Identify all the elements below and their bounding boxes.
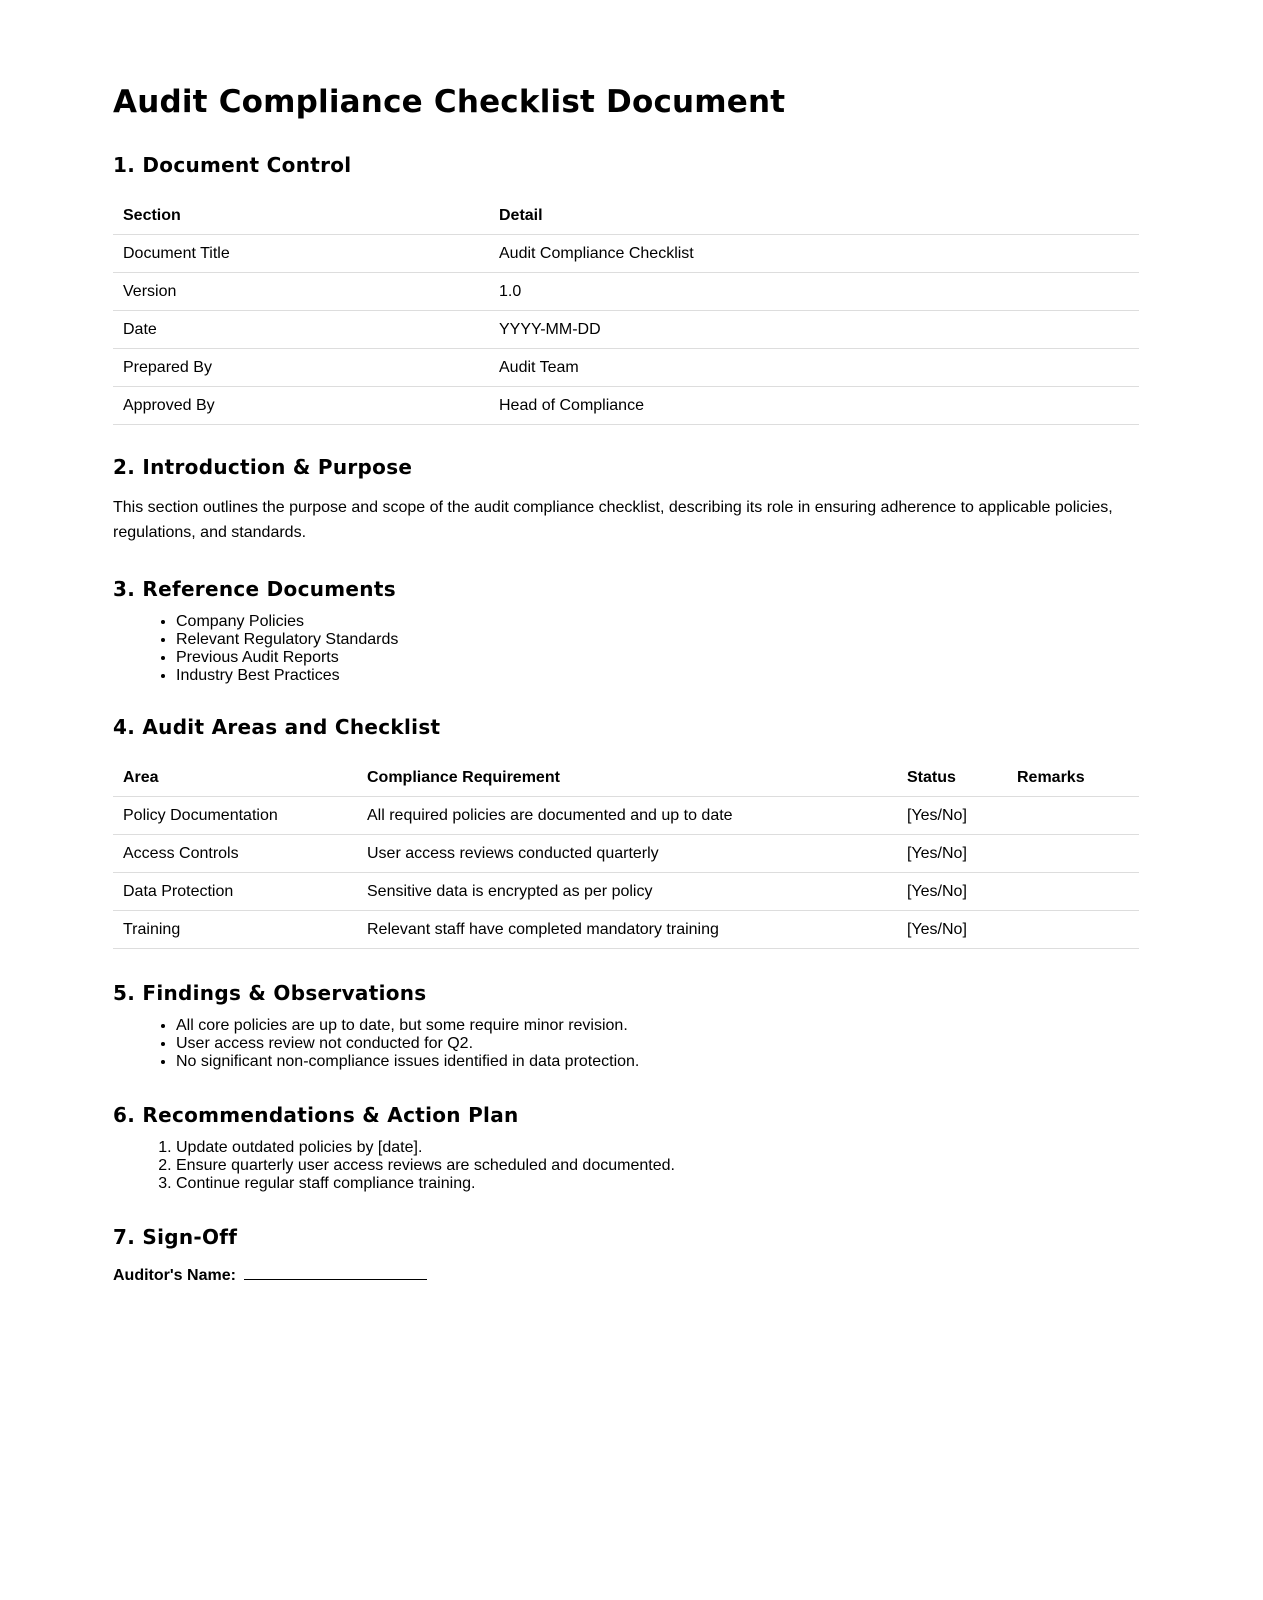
table-row [113,349,1139,387]
section-heading-introduction: 2. Introduction & Purpose [113,455,413,479]
table-cell: Access Controls [113,835,357,873]
column-header-detail: Detail [489,197,1139,235]
table-cell: Policy Documentation [113,797,357,835]
table-cell: Approved By [113,387,489,425]
table-cell: 1.0 [489,273,1139,311]
table-cell: Relevant staff have completed mandatory training [357,911,897,949]
column-header-remarks: Remarks [1007,759,1139,797]
section-heading-audit-areas: 4. Audit Areas and Checklist [113,715,441,739]
table-cell: All required policies are documented and up to date [357,797,897,835]
table-cell: Version [113,273,489,311]
list-item: • All core policies are up to date, but some require minor revision. [176,1017,1139,1035]
findings-list [113,1017,1139,1071]
table-cell: Audit Team [489,349,1139,387]
remarks-cell [1007,873,1139,911]
status-cell: [Yes/No] [897,797,1007,835]
table-row [113,911,1139,949]
status-cell: [Yes/No] [897,835,1007,873]
list-item: • Relevant Regulatory Standards [176,631,1139,649]
list-item: • Industry Best Practices [176,667,1139,685]
list-item: • Company Policies [176,613,1139,631]
table-cell: User access reviews conducted quarterly [357,835,897,873]
list-item: 2. Ensure quarterly user access reviews are scheduled and documented. [176,1157,1139,1175]
table-row [113,311,1139,349]
auditor-name-label: Auditor's Name: [113,1267,236,1284]
table-row [113,873,1139,911]
section-heading-signoff: 7. Sign-Off [113,1225,238,1249]
status-cell: [Yes/No] [897,873,1007,911]
section-heading-document-control: 1. Document Control [113,153,352,177]
list-item: • Previous Audit Reports [176,649,1139,667]
section-heading-references: 3. Reference Documents [113,577,396,601]
table-cell: YYYY-MM-DD [489,311,1139,349]
auditor-name-field [113,1265,1139,1287]
table-cell: Document Title [113,235,489,273]
table-row [113,273,1139,311]
table-cell: Data Protection [113,873,357,911]
recommendations-list [113,1139,1139,1193]
signature-line[interactable] [244,1265,427,1280]
table-row [113,235,1139,273]
column-header-area: Area [113,759,357,797]
remarks-cell [1007,911,1139,949]
table-row [113,835,1139,873]
list-item: • No significant non-compliance issues identified in data protection. [176,1053,1139,1071]
remarks-cell [1007,835,1139,873]
table-cell: Training [113,911,357,949]
status-cell: [Yes/No] [897,911,1007,949]
introduction-paragraph: This section outlines the purpose and scope of the audit compliance checklist, describing its role in ensuring adherence to applicable policies, regulations, and standards. [113,499,1113,541]
reference-documents-list [113,613,1139,685]
audit-checklist-table [113,759,1139,949]
table-cell: Prepared By [113,349,489,387]
column-header-requirement: Compliance Requirement [357,759,897,797]
list-item: 1. Update outdated policies by [date]. [176,1139,1139,1157]
table-row [113,387,1139,425]
table-row [113,797,1139,835]
list-item: 3. Continue regular staff compliance training. [176,1175,1139,1193]
document-title: Audit Compliance Checklist Document [113,84,786,120]
table-cell: Audit Compliance Checklist [489,235,1139,273]
table-header-row [113,759,1139,797]
table-cell: Sensitive data is encrypted as per policy [357,873,897,911]
document-control-table [113,197,1139,425]
table-cell: Date [113,311,489,349]
column-header-status: Status [897,759,1007,797]
section-heading-findings: 5. Findings & Observations [113,981,427,1005]
section-heading-recommendations: 6. Recommendations & Action Plan [113,1103,519,1127]
list-item: • User access review not conducted for Q2. [176,1035,1139,1053]
column-header-section: Section [113,197,489,235]
table-cell: Head of Compliance [489,387,1139,425]
table-header-row [113,197,1139,235]
remarks-cell [1007,797,1139,835]
